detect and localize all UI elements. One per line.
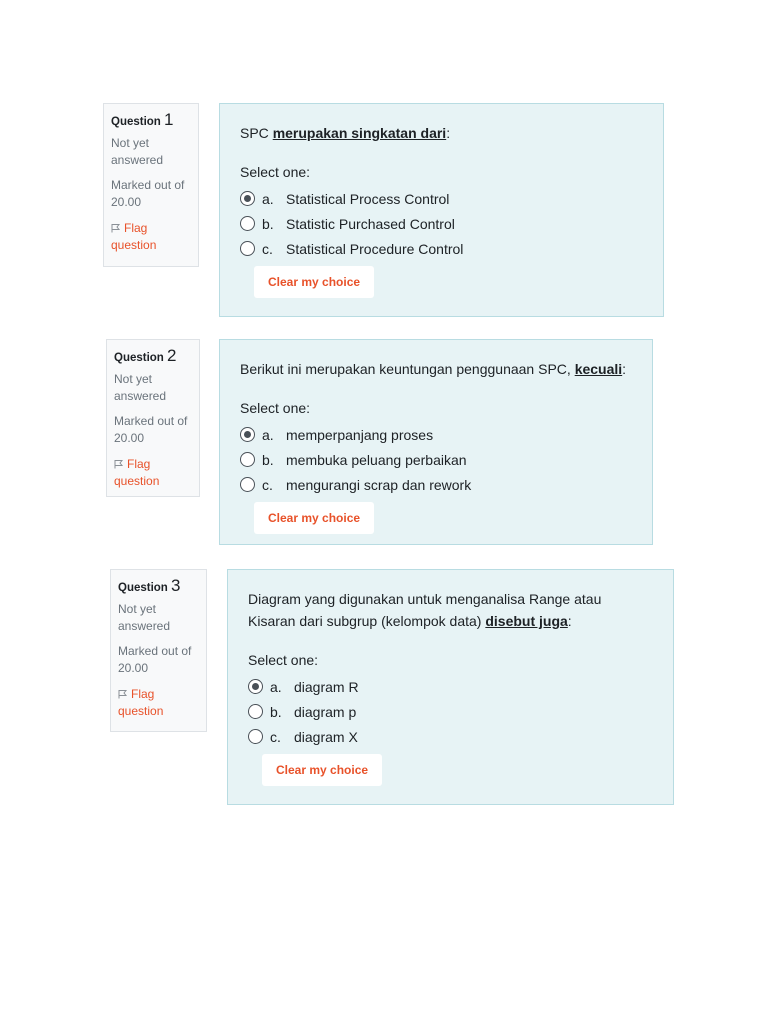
radio-button[interactable] <box>248 729 263 744</box>
answer-option-c[interactable]: c. diagram X <box>248 724 653 749</box>
select-one-prompt: Select one: <box>240 164 311 180</box>
answer-option-a[interactable]: a. diagram R <box>248 674 653 699</box>
radio-button[interactable] <box>240 216 255 231</box>
flag-question-link[interactable]: Flag question <box>114 457 160 488</box>
question-title: Question 1 <box>111 110 174 129</box>
answer-option-a[interactable]: a. Statistical Process Control <box>240 186 643 211</box>
answer-option-c[interactable]: c. Statistical Procedure Control <box>240 236 643 261</box>
answer-option-b[interactable]: b. membuka peluang perbaikan <box>240 447 632 472</box>
radio-button[interactable] <box>240 427 255 442</box>
question-number: 2 <box>167 346 177 365</box>
question-2-content <box>219 339 653 545</box>
flag-icon <box>118 689 128 699</box>
radio-button[interactable] <box>248 704 263 719</box>
question-grade: Marked out of 20.00 <box>111 178 185 209</box>
answer-option-a[interactable]: a. memperpanjang proses <box>240 422 632 447</box>
question-title: Question 2 <box>114 346 177 365</box>
clear-choice-button[interactable]: Clear my choice <box>254 502 374 534</box>
radio-button[interactable] <box>240 191 255 206</box>
radio-button[interactable] <box>240 477 255 492</box>
radio-button[interactable] <box>248 679 263 694</box>
question-grade: Marked out of 20.00 <box>118 644 192 675</box>
answer-option-b[interactable]: b. Statistic Purchased Control <box>240 211 643 236</box>
question-3-content <box>227 569 674 805</box>
question-state: Not yet answered <box>111 136 164 167</box>
question-1-content <box>219 103 664 317</box>
question-title: Question 3 <box>118 576 181 595</box>
question-2-info <box>106 339 200 497</box>
clear-choice-button[interactable]: Clear my choice <box>254 266 374 298</box>
flag-icon <box>114 459 124 469</box>
select-one-prompt: Select one: <box>248 652 319 668</box>
select-one-prompt: Select one: <box>240 400 311 416</box>
question-state: Not yet answered <box>114 372 167 403</box>
question-grade: Marked out of 20.00 <box>114 414 188 445</box>
flag-icon <box>111 223 121 233</box>
question-text: Berikut ini merupakan keuntungan penggunaan SPC, kecuali: <box>240 361 627 377</box>
question-1-info <box>103 103 199 267</box>
answer-option-c[interactable]: c. mengurangi scrap dan rework <box>240 472 632 497</box>
question-text: SPC merupakan singkatan dari: <box>240 125 451 141</box>
answer-option-b[interactable]: b. diagram p <box>248 699 653 724</box>
radio-button[interactable] <box>240 241 255 256</box>
question-number: 1 <box>164 110 174 129</box>
question-number: 3 <box>171 576 181 595</box>
radio-button[interactable] <box>240 452 255 467</box>
question-state: Not yet answered <box>118 602 171 633</box>
question-3-info <box>110 569 207 732</box>
flag-question-link[interactable]: Flag question <box>111 221 157 252</box>
flag-question-link[interactable]: Flag question <box>118 687 164 718</box>
clear-choice-button[interactable]: Clear my choice <box>262 754 382 786</box>
question-text: Diagram yang digunakan untuk menganalisa Range atau Kisaran dari subgrup (kelompok data) disebut juga: <box>248 591 602 629</box>
